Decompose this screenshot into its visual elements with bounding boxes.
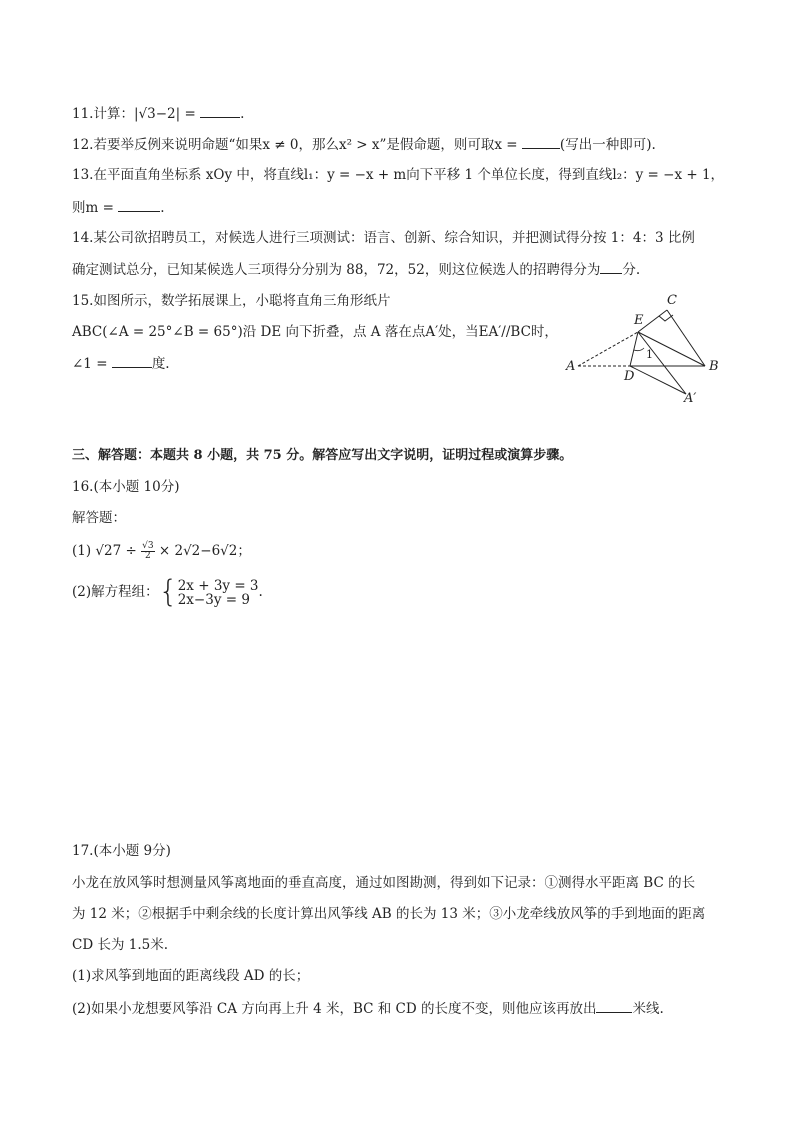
label-c: C [667, 293, 677, 308]
q14-suffix: 分. [622, 262, 641, 278]
brace-icon: { [158, 574, 178, 610]
dashed-segment-ae [578, 332, 638, 366]
question-15-line1: 15.如图所示，数学拓展课上，小聪将直角三角形纸片 [72, 293, 391, 309]
question-15-line2: ABC(∠A = 25°∠B = 65°)沿 DE 向下折叠，点 A 落在点A′处，当EA′//BC时， [72, 324, 558, 340]
label-angle-1: 1 [646, 348, 653, 361]
q13-text: 则m = [72, 200, 114, 216]
equation-system [178, 579, 259, 607]
segment-da-prime [630, 366, 686, 394]
question-16-part2 [72, 574, 263, 610]
q17-suffix: 米线. [632, 1001, 664, 1017]
fraction [141, 542, 154, 561]
question-17-line3: CD 长为 1.5米. [72, 937, 168, 953]
question-14-line1: 14.某公司欲招聘员工，对候选人进行三项测试：语言、创新、综合知识，并把测试得分按 1：4：3 比例 [72, 230, 695, 246]
answer-blank [522, 134, 560, 149]
q16-p1-b: × 2√2−6√2； [158, 543, 251, 559]
segment-cb [667, 310, 705, 366]
segment-ea-prime [638, 332, 686, 394]
q17-text: (2)如果小龙想要风筝沿 CA 方向再上升 4 米，BC 和 CD 的长度不变，则他应该再放出 [72, 1001, 597, 1017]
label-a: A [566, 359, 576, 374]
q12-text: 12.若要举反例来说明命题“如果x ≠ 0，那么x² > x”是假命题，则可取x = [72, 137, 518, 153]
question-11 [72, 103, 244, 124]
q15-suffix: 度. [151, 356, 170, 372]
answer-blank [600, 259, 622, 274]
q13-suffix: . [160, 200, 165, 216]
answer-blank [118, 197, 160, 212]
fraction-denominator: 2 [144, 551, 151, 561]
equation-2: 2x−3y = 9 [177, 591, 250, 608]
equation-1: 2x + 3y = 3 [177, 577, 259, 594]
label-b: B [709, 359, 719, 374]
section-heading: 三、解答题：本题共 8 小题，共 75 分。解答应写出文字说明，证明过程或演算步骤。 [72, 448, 573, 463]
question-17-line2: 为 12 米；②根据手中剩余线的长度计算出风筝线 AB 的长为 13 米；③小龙牵线放风筝的手到地面的距离 [72, 906, 706, 922]
q16-p1-a: (1) √27 ÷ [72, 543, 137, 559]
answer-blank [596, 998, 632, 1013]
question-17-line5 [72, 998, 664, 1019]
question-16-part1 [72, 541, 251, 561]
label-e: E [634, 313, 644, 328]
q14-text: 确定测试总分，已知某候选人三项得分分别为 88，72，52，则这位候选人的招聘得分为 [72, 262, 601, 278]
question-15-line3 [72, 353, 170, 374]
question-17-line1: 小龙在放风筝时想测量风筝离地面的垂直高度，通过如图勘测，得到如下记录：①测得水平距离 BC 的长 [72, 875, 696, 891]
angle-arc [634, 348, 644, 351]
question-17-line4: (1)求风筝到地面的距离线段 AD 的长； [72, 968, 310, 984]
question-13-line2 [72, 197, 165, 218]
label-a-prime: A′ [684, 391, 697, 406]
question-16-intro: 解答题： [72, 510, 126, 526]
question-17-title: 17.(本小题 9分) [72, 843, 171, 859]
label-d: D [624, 369, 635, 384]
question-13-line1: 13.在平面直角坐标系 xOy 中，将直线l₁：y = −x + m向下平移 1 个单位长度，得到直线l₂：y = −x + 1， [72, 167, 725, 183]
question-12 [72, 134, 656, 155]
triangle-fold-figure [560, 288, 730, 408]
fraction-numerator: √3 [142, 541, 154, 551]
q11-text: 11.计算：|√3−2| = [72, 106, 196, 122]
question-14-line2 [72, 259, 640, 280]
question-16-title: 16.(本小题 10分) [72, 479, 180, 495]
q16-p2-end: . [258, 584, 263, 600]
q11-suffix: . [240, 106, 245, 122]
q12-suffix: (写出一种即可). [559, 137, 656, 153]
q15-text: ∠1 = [72, 356, 108, 372]
q16-p2-label: (2)解方程组： [72, 584, 159, 600]
answer-blank [200, 103, 240, 118]
fold-line-de [630, 332, 638, 366]
answer-blank [112, 353, 152, 368]
